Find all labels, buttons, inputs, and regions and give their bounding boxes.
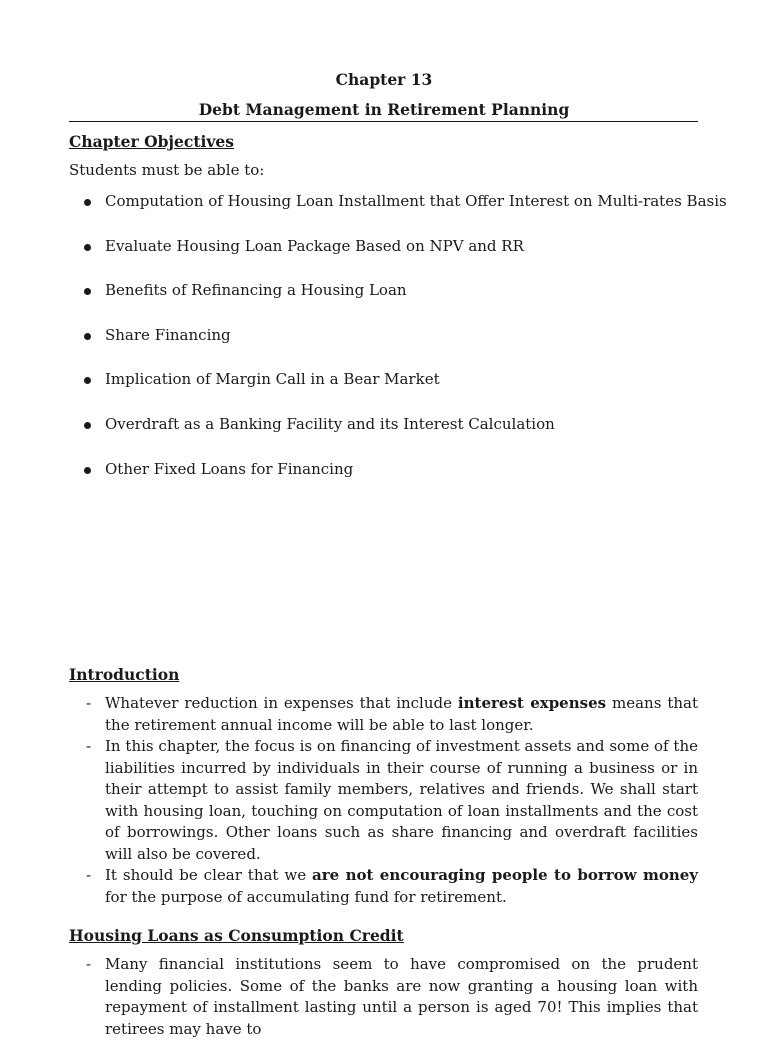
objective-text: Evaluate Housing Loan Package Based on NPV and RR <box>105 237 524 255</box>
housing-heading: Housing Loans as Consumption Credit <box>69 926 404 945</box>
housing-list <box>86 954 698 1040</box>
dash-marker: - <box>86 737 92 755</box>
bullet-icon <box>84 288 91 295</box>
objective-text: Share Financing <box>105 326 231 344</box>
objective-text: Benefits of Refinancing a Housing Loan <box>105 281 407 299</box>
introduction-list <box>86 693 698 908</box>
objectives-heading: Chapter Objectives <box>69 132 234 151</box>
objective-text: Computation of Housing Loan Installment that Offer Interest on Multi-rates Basis <box>105 192 727 210</box>
emphasis-text: interest expenses <box>457 694 607 712</box>
introduction-item <box>86 693 698 736</box>
bullet-icon <box>84 333 91 340</box>
objective-text: Other Fixed Loans for Financing <box>105 460 354 478</box>
chapter-number: Chapter 13 <box>335 70 433 89</box>
introduction-item <box>86 736 698 865</box>
emphasis-text: are not encouraging people to borrow money <box>312 866 698 884</box>
dash-marker: - <box>86 866 92 884</box>
introduction-item <box>86 865 698 908</box>
bullet-icon <box>84 199 91 206</box>
housing-item <box>86 954 698 1040</box>
paragraph-text: In this chapter, the focus is on financing of investment assets and some of the liabilities incurred by individuals in their course of running a business or in their attempt to assist family members, relatives and friends. We shall start with housing loan, touching on computation of loan installments and the cost of borrowings. Other loans such as share financing and overdraft facilities will also be covered. <box>105 737 698 863</box>
bullet-icon <box>84 377 91 384</box>
chapter-title: Debt Management in Retirement Planning <box>198 100 570 119</box>
bullet-icon <box>84 244 91 251</box>
bullet-icon <box>84 467 91 474</box>
paragraph-text: for the purpose of accumulating fund for retirement. <box>105 887 507 906</box>
dash-marker: - <box>86 694 92 712</box>
dash-marker: - <box>86 955 92 973</box>
bullet-icon <box>84 422 91 429</box>
objective-text: Implication of Margin Call in a Bear Market <box>105 370 440 388</box>
objective-text: Overdraft as a Banking Facility and its Interest Calculation <box>105 415 555 433</box>
paragraph-text: Whatever reduction in expenses that include <box>105 694 458 712</box>
title-divider <box>69 121 698 122</box>
objectives-intro: Students must be able to: <box>69 161 265 179</box>
introduction-heading: Introduction <box>69 665 180 684</box>
paragraph-text: Many financial institutions seem to have compromised on the prudent lending policies. Some of the banks are now granting a housing loan with repayment of installment lasting until a person is aged 70! This implies that retirees may have to <box>105 955 698 1038</box>
paragraph-text: means that the retirement annual income will be able to last longer. <box>105 694 698 734</box>
paragraph-text: It should be clear that we <box>105 866 313 884</box>
